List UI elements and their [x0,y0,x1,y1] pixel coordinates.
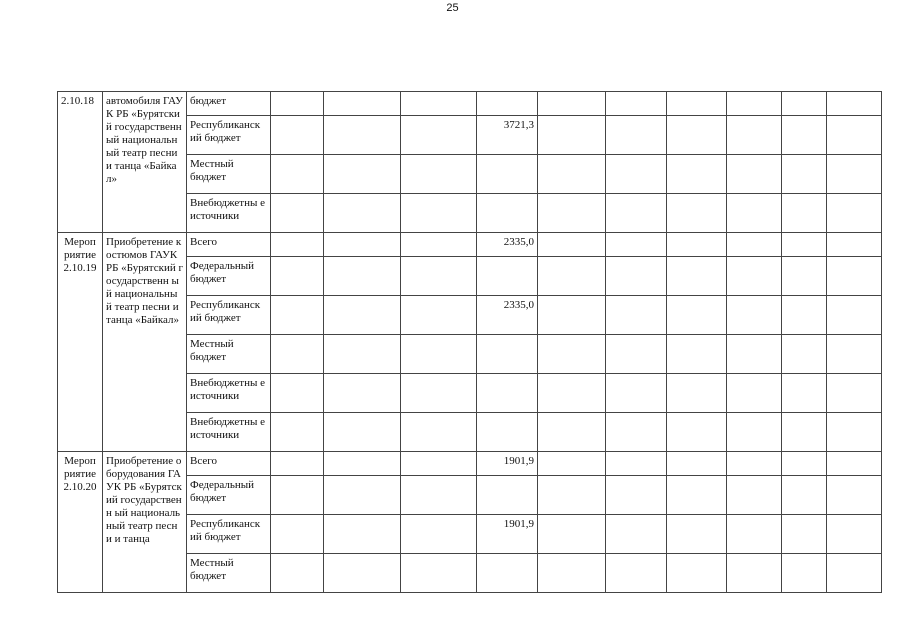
funding-source-cell: Местный бюджет [187,155,271,194]
empty-cell [401,296,477,335]
empty-cell [401,233,477,257]
empty-cell [727,413,782,452]
empty-cell [324,335,401,374]
empty-cell [727,92,782,116]
activity-code-cell: 2.10.18 [58,92,103,233]
empty-cell [667,413,727,452]
empty-cell [401,92,477,116]
table-row [58,233,882,257]
empty-cell [782,194,827,233]
empty-cell [538,413,606,452]
empty-cell [667,335,727,374]
empty-cell [827,116,882,155]
amount-cell [477,335,538,374]
empty-cell [827,413,882,452]
funding-source-cell: бюджет [187,92,271,116]
table-row [58,92,882,116]
empty-cell [727,554,782,593]
amount-cell [477,155,538,194]
empty-cell [271,554,324,593]
amount-cell [477,257,538,296]
funding-source-cell: Республиканск ий бюджет [187,515,271,554]
empty-cell [606,233,667,257]
activity-name-cell: Приобретение костюмов ГАУК РБ «Бурятский государственн ый национальный театр песни и танца «Байкал» [103,233,187,452]
empty-cell [324,296,401,335]
empty-cell [324,515,401,554]
amount-cell [477,92,538,116]
empty-cell [271,374,324,413]
empty-cell [782,116,827,155]
budget-table [57,91,882,593]
empty-cell [271,296,324,335]
empty-cell [324,554,401,593]
empty-cell [324,155,401,194]
empty-cell [401,155,477,194]
empty-cell [606,296,667,335]
empty-cell [271,257,324,296]
empty-cell [538,515,606,554]
empty-cell [727,116,782,155]
empty-cell [324,92,401,116]
empty-cell [538,335,606,374]
empty-cell [401,374,477,413]
empty-cell [727,155,782,194]
empty-cell [606,92,667,116]
amount-cell [477,413,538,452]
empty-cell [667,452,727,476]
empty-cell [401,476,477,515]
empty-cell [827,155,882,194]
empty-cell [401,194,477,233]
empty-cell [827,452,882,476]
funding-source-cell: Внебюджетны е источники [187,374,271,413]
empty-cell [782,257,827,296]
empty-cell [271,92,324,116]
empty-cell [401,257,477,296]
empty-cell [727,233,782,257]
empty-cell [271,233,324,257]
empty-cell [401,335,477,374]
amount-cell [477,194,538,233]
empty-cell [667,515,727,554]
empty-cell [782,335,827,374]
empty-cell [727,296,782,335]
amount-cell: 1901,9 [477,452,538,476]
activity-code-cell: Мероп риятие 2.10.19 [58,233,103,452]
empty-cell [271,335,324,374]
empty-cell [782,233,827,257]
empty-cell [782,515,827,554]
empty-cell [401,452,477,476]
empty-cell [538,452,606,476]
empty-cell [606,476,667,515]
empty-cell [324,452,401,476]
amount-cell [477,374,538,413]
empty-cell [606,374,667,413]
empty-cell [538,155,606,194]
funding-source-cell: Республиканск ий бюджет [187,116,271,155]
empty-cell [401,116,477,155]
empty-cell [538,554,606,593]
empty-cell [606,335,667,374]
empty-cell [782,452,827,476]
empty-cell [324,476,401,515]
empty-cell [401,515,477,554]
empty-cell [782,92,827,116]
empty-cell [324,413,401,452]
empty-cell [271,452,324,476]
empty-cell [827,374,882,413]
empty-cell [727,374,782,413]
empty-cell [324,257,401,296]
empty-cell [606,194,667,233]
empty-cell [324,194,401,233]
empty-cell [538,233,606,257]
empty-cell [827,194,882,233]
activity-name-cell: автомобиля ГАУК РБ «Бурятский государственн ый национальный театр песни и танца «Байкал» [103,92,187,233]
empty-cell [271,413,324,452]
empty-cell [782,296,827,335]
empty-cell [606,452,667,476]
empty-cell [782,476,827,515]
funding-source-cell: Всего [187,452,271,476]
empty-cell [727,257,782,296]
empty-cell [727,515,782,554]
table-body [58,92,882,593]
empty-cell [667,194,727,233]
empty-cell [727,335,782,374]
amount-cell: 2335,0 [477,233,538,257]
empty-cell [727,194,782,233]
empty-cell [271,194,324,233]
empty-cell [667,155,727,194]
page-number: 25 [446,2,459,14]
funding-source-cell: Всего [187,233,271,257]
empty-cell [271,155,324,194]
amount-cell [477,476,538,515]
empty-cell [727,476,782,515]
empty-cell [324,233,401,257]
empty-cell [827,296,882,335]
funding-source-cell: Внебюджетны е источники [187,194,271,233]
amount-cell [477,554,538,593]
empty-cell [827,257,882,296]
empty-cell [827,554,882,593]
empty-cell [324,116,401,155]
empty-cell [538,116,606,155]
empty-cell [538,194,606,233]
empty-cell [667,554,727,593]
table-row [58,452,882,476]
empty-cell [827,515,882,554]
empty-cell [667,374,727,413]
funding-source-cell: Республиканск ий бюджет [187,296,271,335]
amount-cell: 3721,3 [477,116,538,155]
empty-cell [271,116,324,155]
empty-cell [667,116,727,155]
empty-cell [271,515,324,554]
empty-cell [827,92,882,116]
empty-cell [606,515,667,554]
empty-cell [782,155,827,194]
funding-source-cell: Местный бюджет [187,554,271,593]
amount-cell: 2335,0 [477,296,538,335]
empty-cell [782,374,827,413]
empty-cell [782,413,827,452]
funding-source-cell: Федеральный бюджет [187,476,271,515]
empty-cell [324,374,401,413]
empty-cell [538,374,606,413]
empty-cell [606,554,667,593]
funding-source-cell: Местный бюджет [187,335,271,374]
empty-cell [667,296,727,335]
empty-cell [727,452,782,476]
empty-cell [667,476,727,515]
empty-cell [782,554,827,593]
empty-cell [401,554,477,593]
activity-name-cell: Приобретение оборудования ГАУК РБ «Бурятский государственн ый национальный театр песни и танца [103,452,187,593]
empty-cell [606,155,667,194]
empty-cell [827,476,882,515]
empty-cell [827,335,882,374]
empty-cell [401,413,477,452]
empty-cell [606,257,667,296]
empty-cell [667,233,727,257]
funding-source-cell: Федеральный бюджет [187,257,271,296]
empty-cell [667,92,727,116]
empty-cell [606,116,667,155]
empty-cell [538,476,606,515]
empty-cell [827,233,882,257]
empty-cell [271,476,324,515]
amount-cell: 1901,9 [477,515,538,554]
empty-cell [667,257,727,296]
empty-cell [606,413,667,452]
empty-cell [538,92,606,116]
activity-code-cell: Мероп риятие 2.10.20 [58,452,103,593]
empty-cell [538,257,606,296]
empty-cell [538,296,606,335]
funding-source-cell: Внебюджетны е источники [187,413,271,452]
